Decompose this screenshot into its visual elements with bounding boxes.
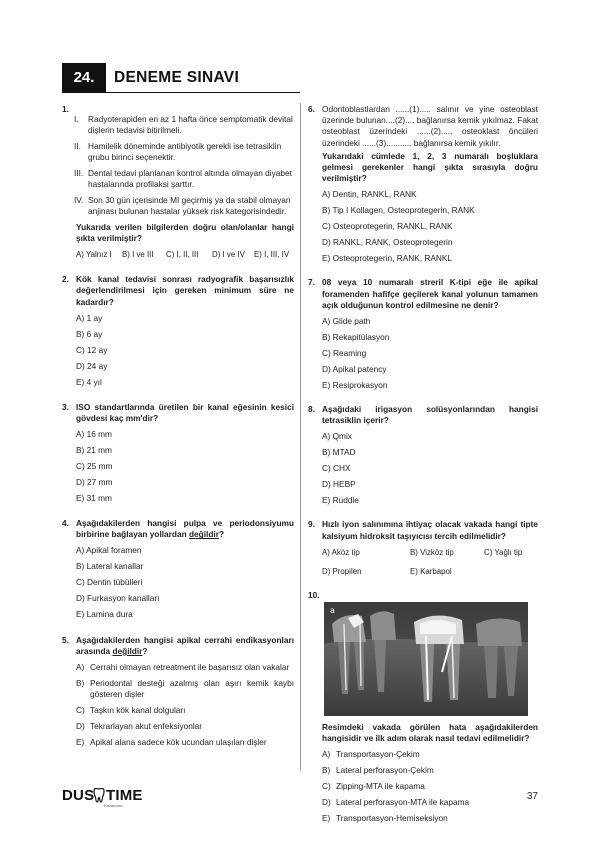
question-9 bbox=[308, 519, 538, 577]
option-b[interactable]: B) Vizköz tip bbox=[410, 547, 454, 557]
option-a[interactable] bbox=[76, 662, 294, 673]
option-letter: E) bbox=[322, 813, 331, 824]
option-c[interactable]: C) 12 ay bbox=[76, 344, 108, 355]
question-stem: Hızlı iyon salınımına ihtiyaç olacak vakada hangi tipte kalsiyum hidroksit taşıyıcısı tercih edilmelidir? bbox=[322, 519, 538, 541]
statement-text: Hamilelik döneminde antibiyotik gerekli ise tetrasiklin grubu birinci seçenektir. bbox=[88, 140, 282, 163]
statement-roman: III. bbox=[74, 167, 84, 178]
right-column bbox=[308, 104, 538, 825]
option-d[interactable]: D) 27 mm bbox=[76, 477, 113, 488]
option-a[interactable]: A) Yalnız I bbox=[76, 250, 112, 260]
question-stem: Kök kanal tedavisi sonrası radyografik başarısızlık değerlendirilmesi için gereken minimum süre ne kadardır? bbox=[76, 274, 294, 307]
option-c[interactable]: C) Osteoprotegerin, RANKL, RANK bbox=[322, 221, 453, 232]
option-c[interactable] bbox=[322, 781, 538, 792]
question-6 bbox=[308, 104, 538, 264]
option-text: Transportasyon-Çekim bbox=[336, 749, 420, 760]
exam-header bbox=[62, 63, 300, 93]
question-number: 4. bbox=[62, 518, 69, 529]
option-b[interactable]: B) Lateral kanallar bbox=[76, 561, 144, 572]
option-e[interactable]: E) 4 yıl bbox=[76, 376, 102, 387]
option-text: Transportasyon-Hemiseksiyon bbox=[336, 813, 448, 824]
option-text: Apikal alana sadece kök ucundan ulaşılan dişler bbox=[90, 737, 267, 748]
publisher-logo bbox=[62, 786, 152, 812]
question-7 bbox=[308, 277, 538, 391]
question-text: Odontoblastlardan ......(1)..... salınır ve yine osteoblast üzerinde bulunan....(2).... bağlanırsa kemik yıkılmaz. Fakat osteoblast üzerindeki ......(2)...., osteoklast öncüleri üzerindeki ......(3)........... bağlanırsa kemik yıkılır. bbox=[322, 104, 538, 148]
option-d[interactable]: D) RANKL, RANK, Osteoprotegerin bbox=[322, 237, 453, 248]
question-stem: Yukarıdaki cümlede 1, 2, 3 numaralı boşluklara gelmesi gerekenler hangi şıkta sırasıyla doğru verilmiştir? bbox=[322, 150, 538, 184]
option-letter: B) bbox=[76, 677, 85, 688]
column-divider bbox=[300, 103, 301, 771]
option-e[interactable]: E) I, III, IV bbox=[254, 250, 290, 260]
option-a[interactable]: A) Aköz tip bbox=[322, 547, 360, 557]
question-1 bbox=[62, 104, 294, 260]
option-text: Lateral perforasyon-MTA ile kapama bbox=[336, 797, 470, 808]
option-a[interactable]: A) 1 ay bbox=[76, 312, 103, 323]
option-e[interactable]: E) 31 mm bbox=[76, 493, 112, 504]
stem-text: Aşağıdakilerden hangisi apikal cerrahi endikasyonları arasında bbox=[76, 634, 294, 656]
statement-item bbox=[74, 114, 294, 136]
option-text: Periodontal desteği azalmış olan aşırı kemik kaybı gösteren dişler bbox=[90, 677, 294, 700]
option-letter: D) bbox=[322, 797, 331, 808]
option-e[interactable] bbox=[76, 737, 294, 748]
option-d[interactable]: D) 24 ay bbox=[76, 360, 108, 371]
question-stem: Aşağıdaki irigasyon solüsyonlarından hangisi tetrasiklin içerir? bbox=[322, 404, 538, 426]
option-d[interactable]: D) I ve IV bbox=[212, 250, 245, 260]
stem-negation: değildir bbox=[188, 529, 219, 540]
statement-item bbox=[74, 168, 294, 190]
option-c[interactable]: C) Dentin tübülleri bbox=[76, 577, 143, 588]
option-letter: C) bbox=[322, 781, 331, 792]
option-a[interactable]: A) Apikal foramen bbox=[76, 545, 142, 556]
option-a[interactable]: A) Qmix bbox=[322, 431, 352, 442]
option-e[interactable]: E) Karbapol bbox=[410, 567, 452, 577]
option-b[interactable]: B) 6 ay bbox=[76, 328, 103, 339]
option-e[interactable]: E) Osteoprotegerin, RANK, RANKL bbox=[322, 253, 453, 264]
option-b[interactable] bbox=[76, 678, 294, 700]
question-stem: ISO standartlarında üretilen bir kanal eğesinin kesici gövdesi kaç mm'dir? bbox=[76, 401, 294, 424]
option-e[interactable]: E) Ruddle bbox=[322, 495, 359, 506]
option-letter: A) bbox=[322, 749, 331, 760]
option-b[interactable]: B) 21 mm bbox=[76, 445, 112, 456]
question-4 bbox=[62, 518, 294, 620]
statement-item bbox=[74, 195, 294, 217]
option-c[interactable] bbox=[76, 705, 294, 716]
page-number: 37 bbox=[526, 791, 538, 802]
option-letter: E) bbox=[76, 737, 85, 748]
statement-roman: I. bbox=[74, 114, 79, 124]
question-8 bbox=[308, 404, 538, 506]
question-10 bbox=[308, 590, 538, 824]
stem-end: ? bbox=[218, 529, 225, 540]
option-row bbox=[322, 547, 538, 558]
image-label: a bbox=[330, 606, 335, 616]
option-d[interactable]: D) HEBP bbox=[322, 479, 356, 490]
question-stem: Yukarıda verilen bilgilerden doğru olan/olanlar hangi şıkta verilmiştir? bbox=[76, 221, 294, 243]
statement-list bbox=[74, 114, 294, 217]
question-3 bbox=[62, 402, 294, 504]
option-text: Zipping-MTA ile kapama bbox=[336, 781, 425, 792]
question-number: 10. bbox=[308, 590, 320, 601]
option-text: Tekrarlayan akut enfeksiyonlar bbox=[90, 721, 203, 732]
statement-roman: II. bbox=[74, 140, 81, 151]
option-a[interactable]: A) Glide path bbox=[322, 315, 371, 326]
option-c[interactable]: C) Yağlı tip bbox=[484, 547, 523, 557]
dental-radiograph-image bbox=[324, 602, 528, 716]
option-d[interactable] bbox=[76, 721, 294, 732]
stem-text: Aşağıdakilerden hangisi pulpa ve periodonsiyumu birbirine bağlayan yollardan bbox=[76, 518, 294, 540]
option-c[interactable]: C) 25 mm bbox=[76, 461, 113, 472]
option-e[interactable]: E) Resiprokasyon bbox=[322, 379, 388, 390]
option-b[interactable] bbox=[322, 765, 538, 776]
question-stem bbox=[76, 635, 294, 657]
option-a[interactable]: A) 16 mm bbox=[76, 429, 112, 440]
question-number: 3. bbox=[62, 401, 69, 412]
statement-text: Dental tedavi planlanan kontrol altında olmayan diyabet hastalarında profilaksi şarttır. bbox=[88, 167, 292, 190]
option-a[interactable] bbox=[322, 749, 538, 760]
statement-item bbox=[74, 141, 294, 163]
option-e[interactable]: E) Lamina dura bbox=[76, 609, 133, 620]
option-text: Lateral perforasyon-Çekim bbox=[336, 765, 434, 776]
exam-title: DENEME SINAVI bbox=[114, 69, 240, 86]
question-number: 5. bbox=[62, 634, 69, 645]
option-b[interactable]: B) Rekapitülasyon bbox=[322, 331, 390, 342]
logo-tagline: Kazandırır... bbox=[104, 803, 126, 808]
option-a[interactable]: A) Dentin, RANKL, RANK bbox=[322, 189, 417, 200]
statement-text: Son 30 gün içerisinde MI geçirmiş ya da stabil olmayan anjinası bulunan hastalar yüksek risk kategorisindedir. bbox=[88, 194, 291, 216]
option-letter: A) bbox=[76, 661, 85, 672]
option-letter: C) bbox=[76, 705, 85, 716]
left-column bbox=[62, 104, 294, 748]
statement-text: Radyoterapiden en az 1 hafta önce semptomatik devital dişlerin tedavisi bitirilmeli. bbox=[88, 114, 293, 136]
question-stem bbox=[76, 518, 294, 540]
question-stem: 08 veya 10 numaralı streril K-tipi eğe ile apikal foramenden hafifçe geçilerek kanal yolunun tamamen açık olduğunun kontrol edilmesine ne denir? bbox=[322, 277, 538, 310]
question-number: 8. bbox=[308, 404, 315, 415]
question-number: 7. bbox=[308, 277, 315, 288]
option-letter: B) bbox=[322, 765, 331, 776]
question-number: 1. bbox=[62, 104, 69, 114]
option-d[interactable]: D) Furkasyon kanalları bbox=[76, 593, 160, 604]
option-c[interactable]: C) CHX bbox=[322, 463, 351, 474]
question-5 bbox=[62, 635, 294, 749]
option-c[interactable]: C) I, II, III bbox=[166, 250, 199, 260]
tooth-icon bbox=[93, 788, 105, 803]
question-number: 9. bbox=[308, 519, 315, 530]
stem-negation: değildir bbox=[112, 645, 143, 656]
option-row bbox=[76, 249, 294, 260]
logo-text-right: TIME bbox=[106, 787, 143, 804]
option-e[interactable] bbox=[322, 813, 538, 824]
option-b[interactable]: B) Tip I Kollagen, Osteoprotegerin, RANK bbox=[322, 205, 475, 216]
option-b[interactable]: B) MTAD bbox=[322, 447, 356, 458]
statement-roman: IV. bbox=[74, 194, 84, 205]
question-number: 6. bbox=[308, 104, 315, 114]
exam-number: 24. bbox=[62, 63, 106, 93]
logo-text-left: DUS bbox=[62, 787, 95, 804]
header-rule bbox=[106, 92, 300, 93]
option-d[interactable] bbox=[322, 797, 538, 808]
option-d[interactable]: D) Propilen bbox=[322, 567, 362, 577]
option-text: Taşkın kök kanal dolguları bbox=[90, 705, 186, 716]
option-letter: D) bbox=[76, 721, 85, 732]
question-number: 2. bbox=[62, 274, 69, 285]
stem-end: ? bbox=[142, 645, 148, 656]
option-c[interactable]: C) Reaming bbox=[322, 347, 367, 358]
option-b[interactable]: B) I ve III bbox=[122, 250, 154, 260]
question-2 bbox=[62, 274, 294, 388]
option-text: Cerrahi olmayan retreatment ile başarısız olan vakalar bbox=[90, 661, 290, 672]
option-d[interactable]: D) Apikal patency bbox=[322, 363, 387, 374]
question-stem: Resimdeki vakada görülen hata aşağıdakilerden hangisidir ve ilk adım olarak nasıl tedavi edilmelidir? bbox=[322, 722, 538, 744]
option-row bbox=[322, 566, 538, 577]
